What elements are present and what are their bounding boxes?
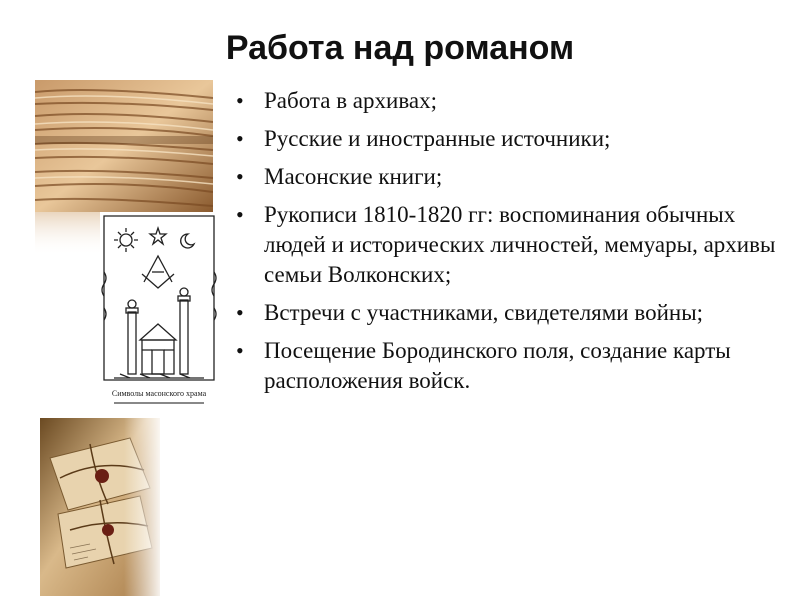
masonic-symbols-image	[100, 212, 218, 412]
bullet-text: Встречи с участниками, свидетелями войны;	[264, 300, 704, 325]
bullet-item-meetings	[236, 298, 781, 328]
bullet-marker: •	[236, 88, 244, 113]
bullet-list	[236, 86, 781, 404]
bullet-item-borodino	[236, 336, 781, 396]
bullet-marker: •	[236, 300, 244, 325]
sealed-letters-image	[40, 418, 160, 596]
bullet-marker: •	[236, 164, 244, 189]
slide-title: Работа над романом	[225, 29, 575, 67]
bullet-item-masonic-books	[236, 162, 781, 192]
masonic-caption: Символы масонского храма	[111, 389, 207, 398]
bullet-item-sources	[236, 124, 781, 154]
bullet-text: Посещение Бородинского поля, создание карты расположения войск.	[264, 338, 731, 393]
bullet-marker: •	[236, 338, 244, 363]
bullet-text: Рукописи 1810-1820 гг: воспоминания обычных людей и исторических личностей, мемуары, архивы семьи Волконских;	[264, 202, 776, 287]
bullet-text: Русские и иностранные источники;	[264, 126, 611, 151]
archive-papers-image	[35, 80, 213, 212]
bullet-item-archives	[236, 86, 781, 116]
bullet-item-manuscripts	[236, 200, 781, 290]
bullet-text: Работа в архивах;	[264, 88, 437, 113]
bullet-marker: •	[236, 126, 244, 151]
bullet-marker: •	[236, 202, 244, 227]
bullet-text: Масонские книги;	[264, 164, 443, 189]
